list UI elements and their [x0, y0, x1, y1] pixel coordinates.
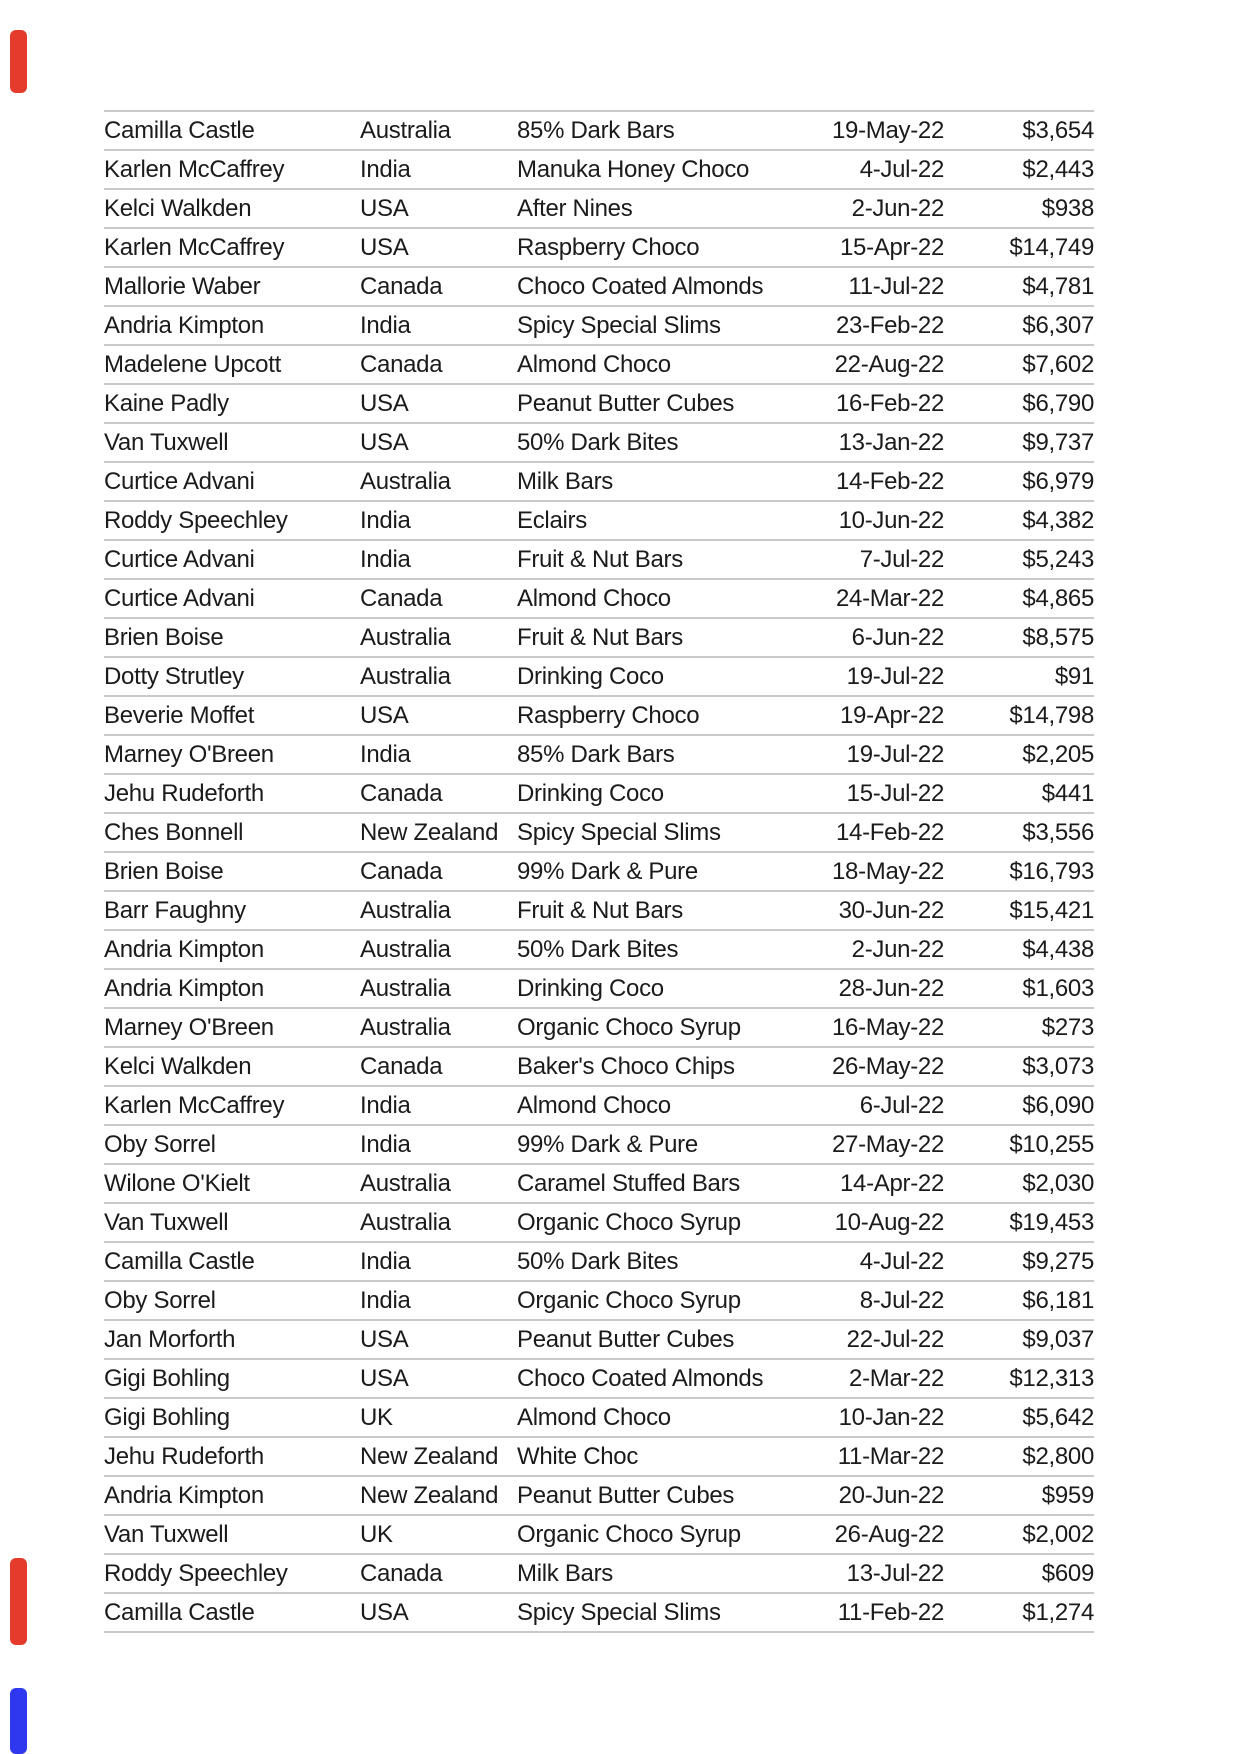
- country-cell: USA: [360, 228, 517, 267]
- customer-cell: Kaine Padly: [104, 384, 360, 423]
- amount-cell: $4,382: [944, 501, 1094, 540]
- table-row: [104, 1125, 1094, 1164]
- product-cell: Fruit & Nut Bars: [517, 891, 819, 930]
- table-row: [104, 1554, 1094, 1593]
- customer-cell: Gigi Bohling: [104, 1398, 360, 1437]
- margin-marker-blue-bottom: [10, 1688, 27, 1754]
- date-cell: 26-May-22: [819, 1047, 944, 1086]
- customer-cell: Dotty Strutley: [104, 657, 360, 696]
- country-cell: Canada: [360, 579, 517, 618]
- customer-cell: Camilla Castle: [104, 1593, 360, 1632]
- table-row: [104, 1437, 1094, 1476]
- table-row: [104, 306, 1094, 345]
- product-cell: 50% Dark Bites: [517, 930, 819, 969]
- date-cell: 19-Jul-22: [819, 735, 944, 774]
- product-cell: Peanut Butter Cubes: [517, 1320, 819, 1359]
- date-cell: 22-Jul-22: [819, 1320, 944, 1359]
- table-row: [104, 657, 1094, 696]
- product-cell: Fruit & Nut Bars: [517, 618, 819, 657]
- country-cell: Australia: [360, 618, 517, 657]
- date-cell: 18-May-22: [819, 852, 944, 891]
- date-cell: 16-May-22: [819, 1008, 944, 1047]
- product-cell: Almond Choco: [517, 579, 819, 618]
- amount-cell: $10,255: [944, 1125, 1094, 1164]
- date-cell: 22-Aug-22: [819, 345, 944, 384]
- date-cell: 13-Jan-22: [819, 423, 944, 462]
- customer-cell: Kelci Walkden: [104, 1047, 360, 1086]
- date-cell: 28-Jun-22: [819, 969, 944, 1008]
- amount-cell: $2,443: [944, 150, 1094, 189]
- country-cell: New Zealand: [360, 1437, 517, 1476]
- table-row: [104, 1593, 1094, 1632]
- date-cell: 2-Jun-22: [819, 189, 944, 228]
- date-cell: 15-Apr-22: [819, 228, 944, 267]
- product-cell: Organic Choco Syrup: [517, 1008, 819, 1047]
- country-cell: India: [360, 1086, 517, 1125]
- country-cell: New Zealand: [360, 813, 517, 852]
- country-cell: Australia: [360, 657, 517, 696]
- customer-cell: Brien Boise: [104, 618, 360, 657]
- product-cell: Spicy Special Slims: [517, 1593, 819, 1632]
- customer-cell: Wilone O'Kielt: [104, 1164, 360, 1203]
- customer-cell: Marney O'Breen: [104, 1008, 360, 1047]
- date-cell: 19-Jul-22: [819, 657, 944, 696]
- amount-cell: $2,205: [944, 735, 1094, 774]
- country-cell: USA: [360, 1320, 517, 1359]
- amount-cell: $5,243: [944, 540, 1094, 579]
- table-row: [104, 267, 1094, 306]
- amount-cell: $5,642: [944, 1398, 1094, 1437]
- amount-cell: $15,421: [944, 891, 1094, 930]
- date-cell: 2-Mar-22: [819, 1359, 944, 1398]
- amount-cell: $3,073: [944, 1047, 1094, 1086]
- amount-cell: $6,307: [944, 306, 1094, 345]
- margin-marker-red-bottom: [10, 1558, 27, 1645]
- table-row: [104, 930, 1094, 969]
- product-cell: Almond Choco: [517, 345, 819, 384]
- product-cell: Manuka Honey Choco: [517, 150, 819, 189]
- date-cell: 14-Apr-22: [819, 1164, 944, 1203]
- date-cell: 14-Feb-22: [819, 462, 944, 501]
- date-cell: 10-Jan-22: [819, 1398, 944, 1437]
- country-cell: Canada: [360, 267, 517, 306]
- customer-cell: Curtice Advani: [104, 540, 360, 579]
- customer-cell: Jehu Rudeforth: [104, 774, 360, 813]
- product-cell: Almond Choco: [517, 1398, 819, 1437]
- amount-cell: $1,603: [944, 969, 1094, 1008]
- margin-marker-red-top: [10, 30, 27, 93]
- table-row: [104, 150, 1094, 189]
- product-cell: 50% Dark Bites: [517, 423, 819, 462]
- country-cell: Canada: [360, 852, 517, 891]
- date-cell: 23-Feb-22: [819, 306, 944, 345]
- customer-cell: Barr Faughny: [104, 891, 360, 930]
- country-cell: USA: [360, 189, 517, 228]
- table-row: [104, 189, 1094, 228]
- table-row: [104, 1320, 1094, 1359]
- customer-cell: Van Tuxwell: [104, 1203, 360, 1242]
- amount-cell: $19,453: [944, 1203, 1094, 1242]
- amount-cell: $2,800: [944, 1437, 1094, 1476]
- table-row: [104, 969, 1094, 1008]
- amount-cell: $4,865: [944, 579, 1094, 618]
- product-cell: Organic Choco Syrup: [517, 1281, 819, 1320]
- country-cell: Australia: [360, 969, 517, 1008]
- date-cell: 16-Feb-22: [819, 384, 944, 423]
- customer-cell: Karlen McCaffrey: [104, 1086, 360, 1125]
- product-cell: Milk Bars: [517, 1554, 819, 1593]
- country-cell: Canada: [360, 345, 517, 384]
- customer-cell: Andria Kimpton: [104, 969, 360, 1008]
- customer-cell: Marney O'Breen: [104, 735, 360, 774]
- table-row: [104, 111, 1094, 150]
- product-cell: Spicy Special Slims: [517, 306, 819, 345]
- table-row: [104, 1047, 1094, 1086]
- table-row: [104, 1008, 1094, 1047]
- product-cell: Drinking Coco: [517, 969, 819, 1008]
- table-row: [104, 618, 1094, 657]
- table-row: [104, 423, 1094, 462]
- country-cell: UK: [360, 1398, 517, 1437]
- table-row: [104, 891, 1094, 930]
- date-cell: 19-Apr-22: [819, 696, 944, 735]
- amount-cell: $12,313: [944, 1359, 1094, 1398]
- date-cell: 26-Aug-22: [819, 1515, 944, 1554]
- amount-cell: $4,781: [944, 267, 1094, 306]
- amount-cell: $8,575: [944, 618, 1094, 657]
- amount-cell: $14,749: [944, 228, 1094, 267]
- product-cell: Baker's Choco Chips: [517, 1047, 819, 1086]
- table-row: [104, 852, 1094, 891]
- amount-cell: $1,274: [944, 1593, 1094, 1632]
- customer-cell: Beverie Moffet: [104, 696, 360, 735]
- product-cell: 50% Dark Bites: [517, 1242, 819, 1281]
- table-row: [104, 1515, 1094, 1554]
- country-cell: India: [360, 735, 517, 774]
- amount-cell: $3,556: [944, 813, 1094, 852]
- country-cell: India: [360, 540, 517, 579]
- date-cell: 4-Jul-22: [819, 150, 944, 189]
- customer-cell: Karlen McCaffrey: [104, 228, 360, 267]
- amount-cell: $959: [944, 1476, 1094, 1515]
- date-cell: 13-Jul-22: [819, 1554, 944, 1593]
- country-cell: India: [360, 306, 517, 345]
- date-cell: 20-Jun-22: [819, 1476, 944, 1515]
- table-row: [104, 384, 1094, 423]
- sales-table: [104, 110, 1094, 1633]
- product-cell: Almond Choco: [517, 1086, 819, 1125]
- amount-cell: $91: [944, 657, 1094, 696]
- country-cell: Australia: [360, 462, 517, 501]
- customer-cell: Andria Kimpton: [104, 1476, 360, 1515]
- country-cell: New Zealand: [360, 1476, 517, 1515]
- customer-cell: Jehu Rudeforth: [104, 1437, 360, 1476]
- date-cell: 19-May-22: [819, 111, 944, 150]
- country-cell: USA: [360, 384, 517, 423]
- amount-cell: $273: [944, 1008, 1094, 1047]
- date-cell: 10-Jun-22: [819, 501, 944, 540]
- amount-cell: $4,438: [944, 930, 1094, 969]
- product-cell: White Choc: [517, 1437, 819, 1476]
- amount-cell: $441: [944, 774, 1094, 813]
- customer-cell: Roddy Speechley: [104, 1554, 360, 1593]
- amount-cell: $9,737: [944, 423, 1094, 462]
- country-cell: Australia: [360, 111, 517, 150]
- country-cell: Australia: [360, 1008, 517, 1047]
- date-cell: 11-Feb-22: [819, 1593, 944, 1632]
- country-cell: India: [360, 501, 517, 540]
- table-row: [104, 1359, 1094, 1398]
- table-row: [104, 579, 1094, 618]
- table-row: [104, 1476, 1094, 1515]
- customer-cell: Ches Bonnell: [104, 813, 360, 852]
- date-cell: 4-Jul-22: [819, 1242, 944, 1281]
- amount-cell: $2,030: [944, 1164, 1094, 1203]
- table-row: [104, 774, 1094, 813]
- country-cell: USA: [360, 696, 517, 735]
- amount-cell: $6,090: [944, 1086, 1094, 1125]
- product-cell: Choco Coated Almonds: [517, 1359, 819, 1398]
- customer-cell: Andria Kimpton: [104, 930, 360, 969]
- customer-cell: Camilla Castle: [104, 111, 360, 150]
- date-cell: 14-Feb-22: [819, 813, 944, 852]
- country-cell: Australia: [360, 1164, 517, 1203]
- customer-cell: Karlen McCaffrey: [104, 150, 360, 189]
- customer-cell: Van Tuxwell: [104, 423, 360, 462]
- product-cell: Organic Choco Syrup: [517, 1203, 819, 1242]
- table-row: [104, 1203, 1094, 1242]
- product-cell: 99% Dark & Pure: [517, 852, 819, 891]
- product-cell: Organic Choco Syrup: [517, 1515, 819, 1554]
- date-cell: 7-Jul-22: [819, 540, 944, 579]
- product-cell: Choco Coated Almonds: [517, 267, 819, 306]
- product-cell: After Nines: [517, 189, 819, 228]
- country-cell: Australia: [360, 1203, 517, 1242]
- amount-cell: $9,037: [944, 1320, 1094, 1359]
- date-cell: 27-May-22: [819, 1125, 944, 1164]
- date-cell: 30-Jun-22: [819, 891, 944, 930]
- country-cell: USA: [360, 1359, 517, 1398]
- customer-cell: Gigi Bohling: [104, 1359, 360, 1398]
- table-row: [104, 813, 1094, 852]
- table-row: [104, 501, 1094, 540]
- product-cell: Eclairs: [517, 501, 819, 540]
- amount-cell: $7,602: [944, 345, 1094, 384]
- product-cell: Peanut Butter Cubes: [517, 1476, 819, 1515]
- country-cell: Canada: [360, 1554, 517, 1593]
- customer-cell: Roddy Speechley: [104, 501, 360, 540]
- customer-cell: Andria Kimpton: [104, 306, 360, 345]
- country-cell: India: [360, 1242, 517, 1281]
- amount-cell: $609: [944, 1554, 1094, 1593]
- date-cell: 11-Mar-22: [819, 1437, 944, 1476]
- amount-cell: $6,181: [944, 1281, 1094, 1320]
- country-cell: UK: [360, 1515, 517, 1554]
- date-cell: 8-Jul-22: [819, 1281, 944, 1320]
- country-cell: India: [360, 1281, 517, 1320]
- amount-cell: $16,793: [944, 852, 1094, 891]
- customer-cell: Oby Sorrel: [104, 1125, 360, 1164]
- product-cell: 99% Dark & Pure: [517, 1125, 819, 1164]
- product-cell: Fruit & Nut Bars: [517, 540, 819, 579]
- table-row: [104, 696, 1094, 735]
- amount-cell: $2,002: [944, 1515, 1094, 1554]
- date-cell: 6-Jul-22: [819, 1086, 944, 1125]
- table-row: [104, 462, 1094, 501]
- product-cell: Drinking Coco: [517, 774, 819, 813]
- table-row: [104, 1242, 1094, 1281]
- amount-cell: $6,790: [944, 384, 1094, 423]
- table-row: [104, 1086, 1094, 1125]
- customer-cell: Brien Boise: [104, 852, 360, 891]
- product-cell: Raspberry Choco: [517, 228, 819, 267]
- country-cell: Australia: [360, 891, 517, 930]
- product-cell: 85% Dark Bars: [517, 735, 819, 774]
- country-cell: Canada: [360, 1047, 517, 1086]
- country-cell: USA: [360, 423, 517, 462]
- product-cell: Spicy Special Slims: [517, 813, 819, 852]
- amount-cell: $6,979: [944, 462, 1094, 501]
- date-cell: 6-Jun-22: [819, 618, 944, 657]
- amount-cell: $9,275: [944, 1242, 1094, 1281]
- country-cell: India: [360, 150, 517, 189]
- country-cell: Canada: [360, 774, 517, 813]
- customer-cell: Curtice Advani: [104, 462, 360, 501]
- amount-cell: $3,654: [944, 111, 1094, 150]
- amount-cell: $938: [944, 189, 1094, 228]
- date-cell: 10-Aug-22: [819, 1203, 944, 1242]
- country-cell: USA: [360, 1593, 517, 1632]
- table-row: [104, 1164, 1094, 1203]
- amount-cell: $14,798: [944, 696, 1094, 735]
- product-cell: Milk Bars: [517, 462, 819, 501]
- product-cell: Peanut Butter Cubes: [517, 384, 819, 423]
- product-cell: Drinking Coco: [517, 657, 819, 696]
- customer-cell: Jan Morforth: [104, 1320, 360, 1359]
- customer-cell: Curtice Advani: [104, 579, 360, 618]
- customer-cell: Mallorie Waber: [104, 267, 360, 306]
- customer-cell: Van Tuxwell: [104, 1515, 360, 1554]
- date-cell: 15-Jul-22: [819, 774, 944, 813]
- customer-cell: Camilla Castle: [104, 1242, 360, 1281]
- country-cell: Australia: [360, 930, 517, 969]
- table-row: [104, 345, 1094, 384]
- product-cell: 85% Dark Bars: [517, 111, 819, 150]
- date-cell: 24-Mar-22: [819, 579, 944, 618]
- date-cell: 11-Jul-22: [819, 267, 944, 306]
- product-cell: Raspberry Choco: [517, 696, 819, 735]
- table-row: [104, 228, 1094, 267]
- date-cell: 2-Jun-22: [819, 930, 944, 969]
- product-cell: Caramel Stuffed Bars: [517, 1164, 819, 1203]
- customer-cell: Kelci Walkden: [104, 189, 360, 228]
- country-cell: India: [360, 1125, 517, 1164]
- table-row: [104, 1281, 1094, 1320]
- table-row: [104, 1398, 1094, 1437]
- table-row: [104, 540, 1094, 579]
- table-row: [104, 735, 1094, 774]
- customer-cell: Oby Sorrel: [104, 1281, 360, 1320]
- customer-cell: Madelene Upcott: [104, 345, 360, 384]
